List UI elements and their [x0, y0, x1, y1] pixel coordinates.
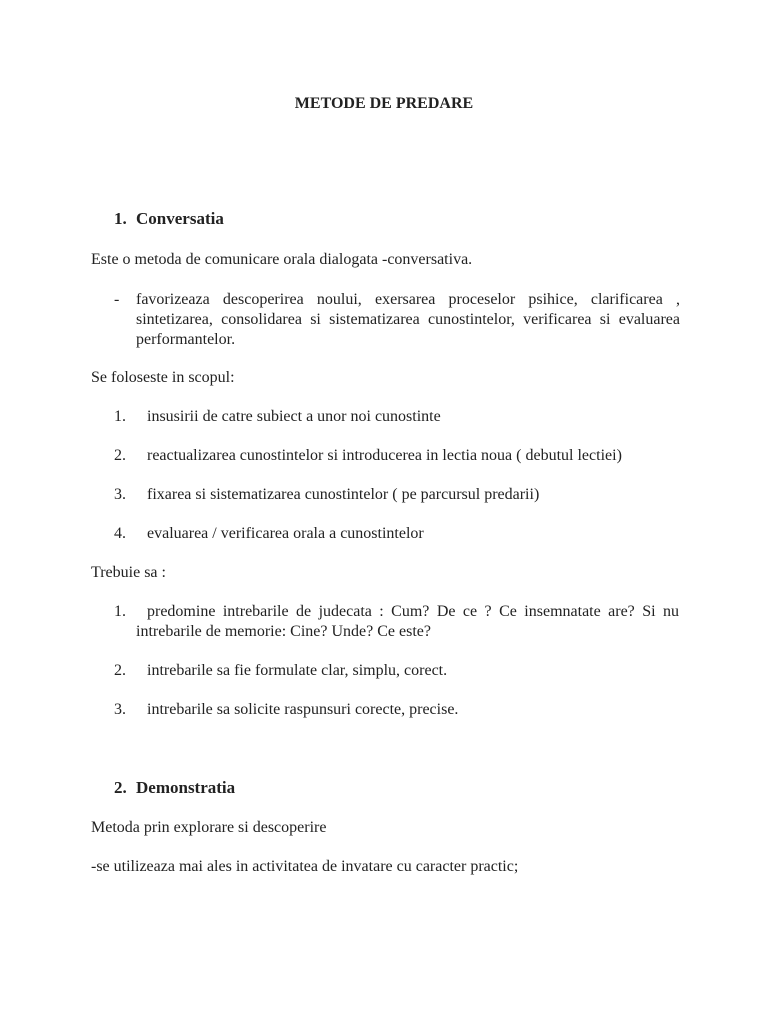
section-intro-paragraph: Metoda prin explorare si descoperire — [91, 819, 327, 836]
list-number: 3. — [114, 701, 126, 718]
list-number: 2. — [114, 662, 126, 679]
list-number: 1. — [114, 603, 126, 620]
section-title: Conversatia — [136, 209, 224, 228]
list-item-text: fixarea si sistematizarea cunostintelor ( pe parcursul predarii) — [147, 486, 540, 503]
list-item-text: evaluarea / verificarea orala a cunostintelor — [147, 525, 424, 542]
list-number: 1. — [114, 408, 126, 425]
list-item — [114, 661, 679, 681]
section-heading-demonstratia — [114, 778, 235, 798]
dash-marker: - — [114, 291, 120, 308]
list-item-text: intrebarile sa solicite raspunsuri corecte, precise. — [147, 701, 459, 718]
section-intro-paragraph: Este o metoda de comunicare orala dialogata -conversativa. — [91, 251, 473, 268]
rules-label: Trebuie sa : — [91, 564, 166, 581]
list-item — [114, 446, 679, 466]
list-item-text: insusirii de catre subiect a unor noi cunostinte — [147, 408, 441, 425]
section-paragraph: -se utilizeaza mai ales in activitatea de invatare cu caracter practic; — [91, 858, 519, 875]
purpose-label: Se foloseste in scopul: — [91, 369, 235, 386]
list-number: 3. — [114, 486, 126, 503]
section-number: 2. — [114, 778, 127, 797]
list-item-text: predomine intrebarile de judecata : Cum? De ce ? Ce insemnatate are? Si nu intrebarile de memorie: Cine? Unde? Ce este? — [136, 603, 679, 640]
dash-list-item — [114, 290, 680, 350]
list-item — [114, 602, 679, 642]
list-item-text: reactualizarea cunostintelor si introducerea in lectia noua ( debutul lectiei) — [147, 447, 622, 464]
page-title: METODE DE PREDARE — [294, 95, 474, 112]
list-item — [114, 700, 679, 720]
section-number: 1. — [114, 209, 127, 228]
list-item — [114, 485, 679, 505]
list-number: 2. — [114, 447, 126, 464]
section-heading-conversatia — [114, 209, 224, 229]
list-number: 4. — [114, 525, 126, 542]
section-title: Demonstratia — [136, 778, 236, 797]
list-item-text: intrebarile sa fie formulate clar, simplu, corect. — [147, 662, 448, 679]
list-item — [114, 524, 679, 544]
list-item — [114, 407, 679, 427]
dash-item-text: favorizeaza descoperirea noului, exersarea proceselor psihice, clarificarea , sintetizarea, consolidarea si sistematizarea cunostintelor, verificarea si evaluarea performantelor. — [136, 291, 680, 348]
